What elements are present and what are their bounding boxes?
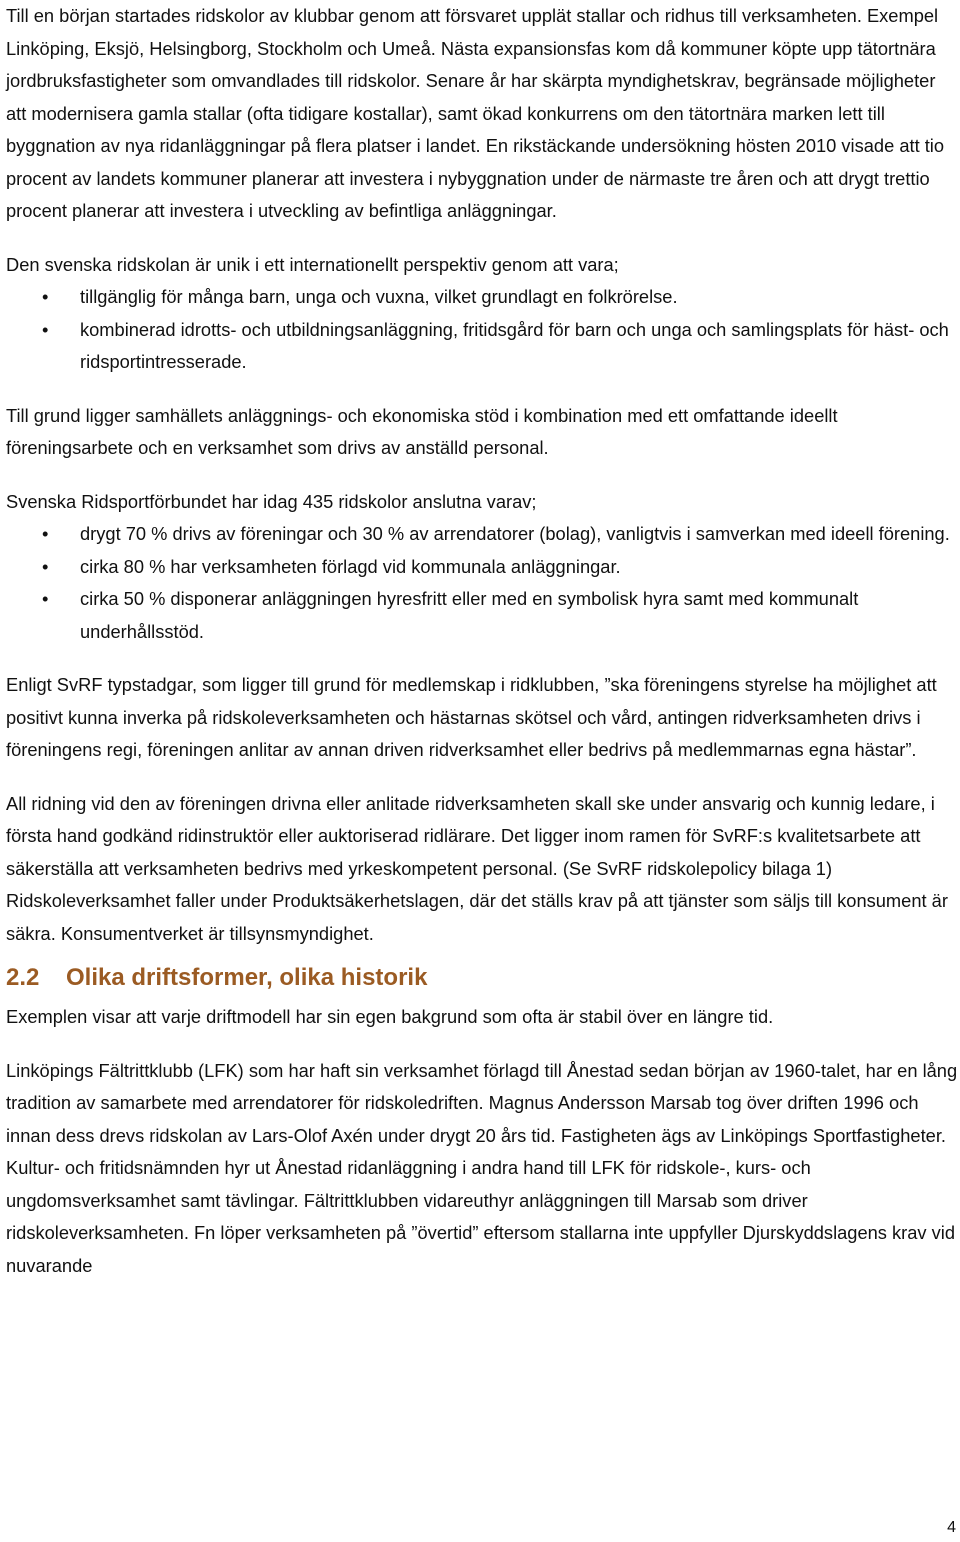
list-item (6, 314, 958, 379)
bullet-list-svrf (6, 518, 958, 648)
list-item-text: kombinerad idrotts- och utbildningsanläggning, fritidsgård för barn och unga och samlingsplats för häst- och ridsportintresserade. (80, 318, 949, 372)
list-item-text: cirka 50 % disponerar anläggningen hyresfritt eller med en symbolisk hyra samt med kommunalt underhållsstöd. (80, 588, 859, 642)
paragraph-svrf-count: Svenska Ridsportförbundet har idag 435 ridskolor anslutna varav; (6, 490, 537, 512)
paragraph-examples: Exemplen visar att varje driftmodell har sin egen bakgrund som ofta är stabil över en längre tid. (6, 1006, 774, 1027)
paragraph-unique-intro: Den svenska ridskolan är unik i ett internationellt perspektiv genom att vara; (6, 253, 619, 275)
page-number: 4 (947, 1519, 956, 1536)
bullet-icon: • (42, 555, 49, 577)
document-page (6, 0, 958, 1282)
list-item-text: tillgänglig för många barn, unga och vuxna, vilket grundlagt en folkrörelse. (80, 286, 678, 307)
paragraph-foundation: Till grund ligger samhällets anläggnings- och ekonomiska stöd i kombination med ett omfattande ideellt föreningsarbete och en verksamhet som drivs av anställd personal. (6, 404, 838, 458)
section-title: Olika driftsformer, olika historik (66, 964, 428, 991)
section-heading (6, 950, 958, 1001)
paragraph-typstadgar: Enligt SvRF typstadgar, som ligger till grund för medlemskap i ridklubben, ”ska föreningens styrelse ha möjlighet att positivt kunna inverka på ridskoleverksamheten och hästarnas skötsel och vård, antingen ridverksamheten drivs i föreningens regi, föreningen anlitar av annan driven ridverksamhet eller bedrivs på medlemmarnas egna hästar”. (6, 674, 937, 760)
bullet-icon: • (42, 286, 49, 307)
paragraph-history: Till en början startades ridskolor av klubbar genom att försvaret upplät stallar och ridhus till verksamheten. Exempel Linköping, Eksjö, Helsingborg, Stockholm och Umeå. Nästa expansionsfas kom då kommuner köpte upp tätortnära jordbruksfastigheter som omvandlades till ridskolor. Senare år har skärpta myndighetskrav, begränsade möjligheter att modernisera gamla stallar (ofta tidigare kostallar), samt ökad konkurrens om den tätortnära marken lett till byggnation av nya ridanläggningar på flera platser i landet. En rikstäckande undersökning hösten 2010 visade att tio procent av landets kommuner planerar att investera i nybyggnation under de närmaste tre åren och att drygt trettio procent planerar att investera i utveckling av befintliga anläggningar. (6, 5, 945, 221)
section-number: 2.2 (6, 964, 40, 991)
list-item (6, 583, 958, 648)
bullet-icon: • (42, 318, 49, 340)
list-item-text: cirka 80 % har verksamheten förlagd vid kommunala anläggningar. (80, 555, 621, 577)
bullet-list-unique (6, 281, 958, 379)
list-item (6, 551, 958, 584)
list-item (6, 281, 958, 314)
paragraph-linkoping: Linköpings Fältrittklubb (LFK) som har haft sin verksamhet förlagd till Ånestad sedan början av 1960-talet, har en lång tradition av samarbete med arrendatorer för ridskoledriften. Magnus Andersson Marsab tog över driften 1996 och innan dess drevs ridskolan av Lars-Olof Axén under drygt 20 års tid. Fastigheten ägs av Linköpings Sportfastigheter. Kultur- och fritidsnämnden hyr ut Ånestad ridanläggning i andra hand till LFK för ridskole-, kurs- och ungdomsverksamhet samt tävlingar. Fältrittklubben vidareuthyr anläggningen till Marsab som driver ridskoleverksamheten. Fn löper verksamheten på ”övertid” eftersom stallarna inte uppfyller Djurskyddslagens krav vid nuvarande (6, 1059, 958, 1276)
bullet-icon: • (42, 523, 49, 544)
list-item (6, 518, 958, 551)
list-item-text: drygt 70 % drivs av föreningar och 30 % av arrendatorer (bolag), vanligtvis i samverkan med ideell förening. (80, 523, 950, 544)
paragraph-ridning: All ridning vid den av föreningen drivna eller anlitade ridverksamheten skall ske under ansvarig och kunnig ledare, i första hand godkänd ridinstruktör eller auktoriserad ridlärare. Det ligger inom ramen för SvRF:s kvalitetsarbete att säkerställa att verksamheten bedrivs med yrkeskompetent personal. (Se SvRF ridskolepolicy bilaga 1) Ridskoleverksamhet faller under Produktsäkerhetslagen, där det ställs krav på att tjänster som säljs till konsument är säkra. Konsumentverket är tillsynsmyndighet. (6, 792, 948, 944)
bullet-icon: • (42, 588, 49, 609)
